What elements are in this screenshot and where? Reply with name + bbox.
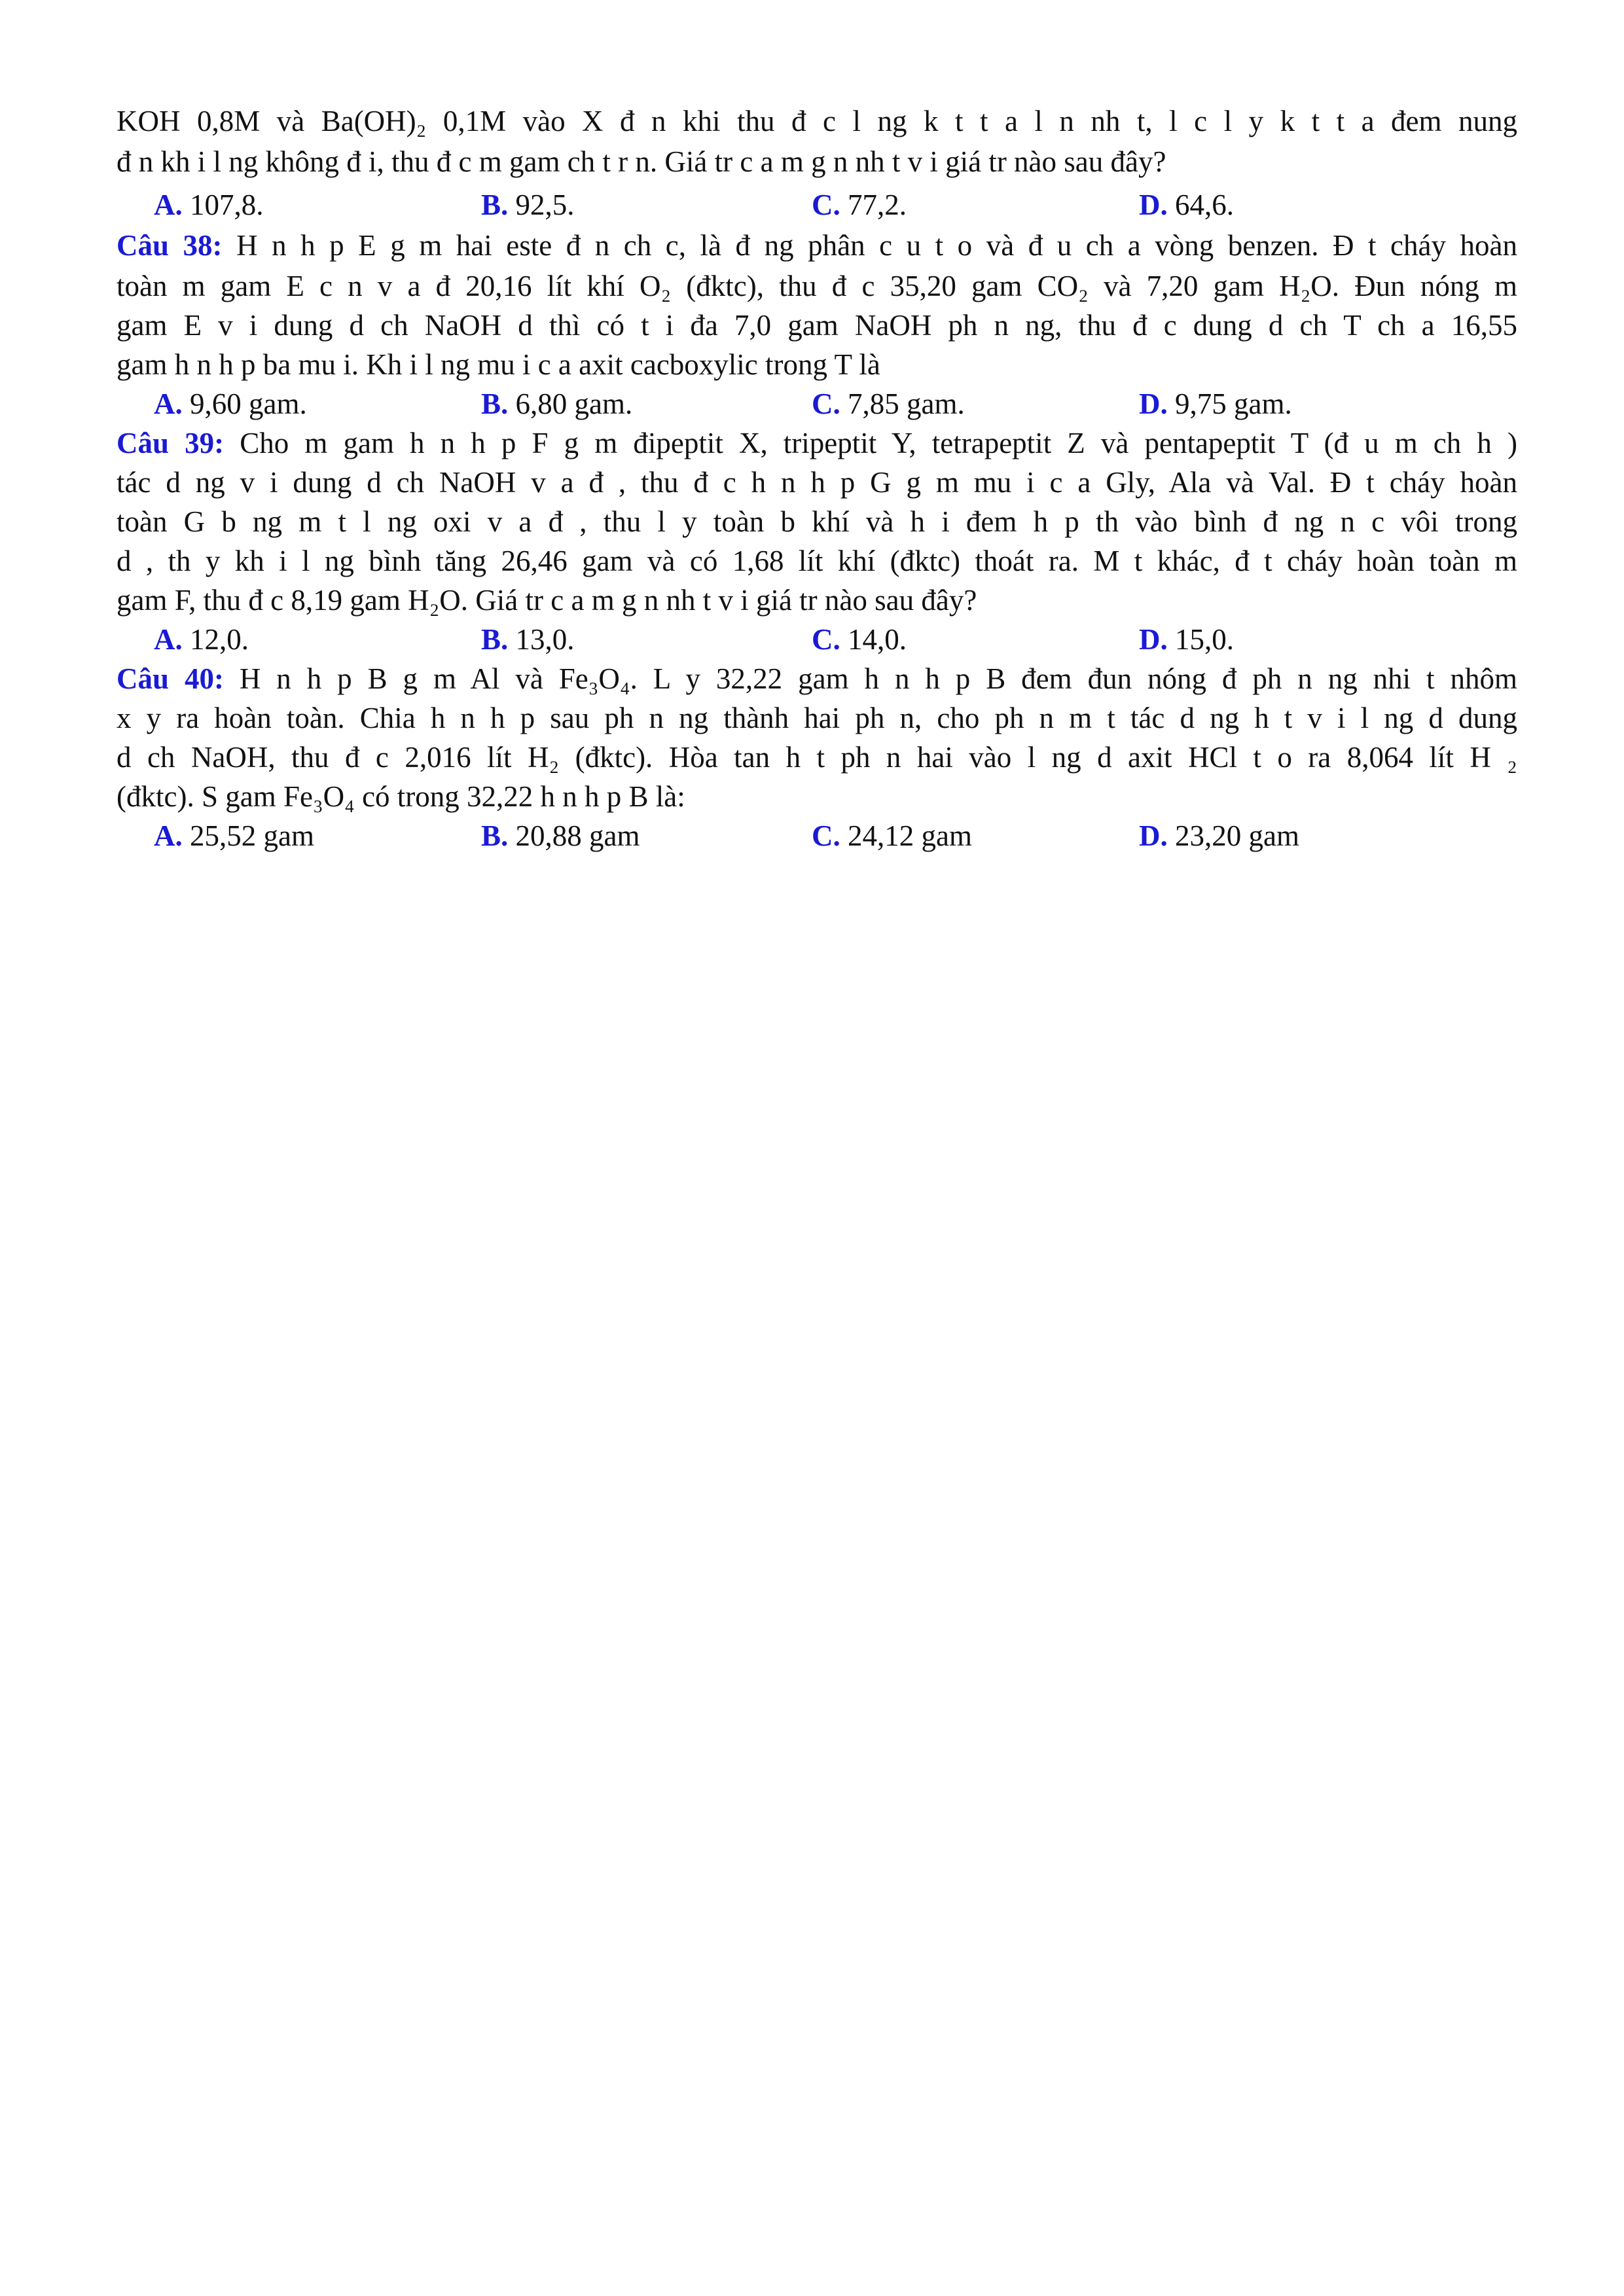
- q40-line-2: x y ra hoàn toàn. Chia h n h p sau ph n ng thành hai ph n, cho ph n m t tác d ng h t v i l ng d dung: [117, 702, 1517, 734]
- q40-line-4: (đktc). S gam Fe₃O₄ có trong 32,22 h n h p B là:: [117, 780, 685, 813]
- q39-line-5: gam F, thu đ c 8,19 gam H₂O. Giá tr c a m g n nh t v i giá tr nào sau đây?: [117, 584, 977, 617]
- q40-line-3: d ch NaOH, thu đ c 2,016 lít H₂ (đktc). Hòa tan h t ph n hai vào l ng d axit HCl t o ra 8,064 lít H ₂: [117, 741, 1517, 774]
- option-c: C. 7,85 gam.: [812, 387, 965, 420]
- q38-line-3: gam E v i dung d ch NaOH d thì có t i đa 7,0 gam NaOH ph n ng, thu đ c dung d ch T ch a 16,55: [117, 309, 1517, 342]
- option-c: C. 77,2.: [812, 188, 907, 221]
- option-d: D. 64,6.: [1139, 188, 1234, 221]
- option-c: C. 14,0.: [812, 623, 907, 656]
- q39-line-4: d , th y kh i l ng bình tăng 26,46 gam và có 1,68 lít khí (đktc) thoát ra. M t khác, đ t cháy hoàn toàn m: [117, 545, 1517, 577]
- question-label: Câu 40:: [117, 662, 224, 695]
- option-d: D. 15,0.: [1139, 623, 1234, 656]
- q39-line-2: tác d ng v i dung d ch NaOH v a đ , thu đ c h n h p G g m mu i c a Gly, Ala và Val. Đ t cháy hoàn: [117, 466, 1517, 499]
- option-b: B. 20,88 gam: [481, 819, 640, 852]
- q38-line-2: toàn m gam E c n v a đ 20,16 lít khí O₂ (đktc), thu đ c 35,20 gam CO₂ và 7,20 gam H₂O. Đun nóng m: [117, 270, 1517, 302]
- question-label: Câu 38:: [117, 229, 223, 262]
- option-b: B. 92,5.: [481, 188, 575, 221]
- option-a: A. 25,52 gam: [154, 819, 314, 852]
- option-d: D. 23,20 gam: [1139, 819, 1299, 852]
- intro-line-1: KOH 0,8M và Ba(OH)₂ 0,1M vào X đ n khi thu đ c l ng k t t a l n nh t, l c l y k t t a đem nung: [117, 105, 1517, 137]
- q38-line-1: Câu 38: H n h p E g m hai este đ n ch c, là đ ng phân c u t o và đ u ch a vòng benzen. Đ t cháy hoàn: [117, 229, 1517, 262]
- option-a: A. 9,60 gam.: [154, 387, 307, 420]
- q38-line-4: gam h n h p ba mu i. Kh i l ng mu i c a axit cacboxylic trong T là: [117, 348, 880, 381]
- q39-line-1: Câu 39: Cho m gam h n h p F g m đipeptit X, tripeptit Y, tetrapeptit Z và pentapeptit T (đ u m ch h ): [117, 427, 1517, 459]
- option-a: A. 12,0.: [154, 623, 249, 656]
- intro-line-2: đ n kh i l ng không đ i, thu đ c m gam ch t r n. Giá tr c a m g n nh t v i giá tr nào sau đây?: [117, 145, 1166, 178]
- option-b: B. 6,80 gam.: [481, 387, 633, 420]
- q40-line-1: Câu 40: H n h p B g m Al và Fe₃O₄. L y 32,22 gam h n h p B đem đun nóng đ ph n ng nhi t nhôm: [117, 662, 1517, 695]
- option-a: A. 107,8.: [154, 188, 264, 221]
- question-label: Câu 39:: [117, 427, 225, 459]
- option-c: C. 24,12 gam: [812, 819, 972, 852]
- q39-line-3: toàn G b ng m t l ng oxi v a đ , thu l y toàn b khí và h i đem h p th vào bình đ ng n c vôi trong: [117, 505, 1517, 538]
- option-d: D. 9,75 gam.: [1139, 387, 1292, 420]
- option-b: B. 13,0.: [481, 623, 575, 656]
